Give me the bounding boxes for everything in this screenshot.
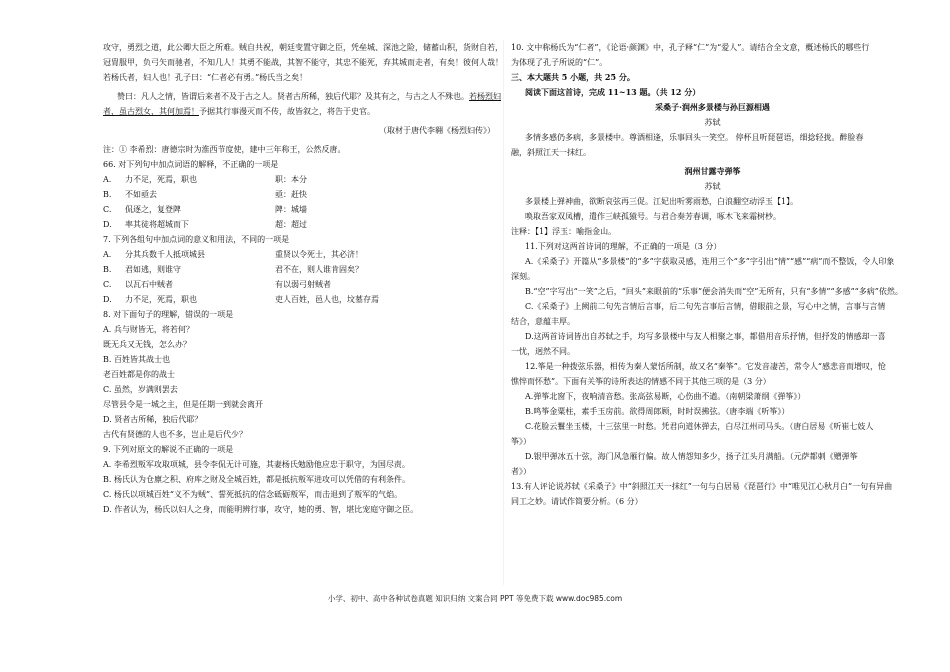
question-13-line: 同工之妙。请试作简要分析。（6 分）	[511, 497, 643, 506]
question-12-line: C.花脸云鬟坐玉楼，十三弦里一时愁。凭君向道休弹去，白尽江州司马头。（唐白居易《听崔七妓人	[525, 422, 874, 431]
question-10-line: 10. 文中称杨氏为“仁者”，《论语·颜渊》中，孔子释“仁”为“爱人”。请结合全文意，概述杨氏的哪些行	[511, 43, 870, 52]
question-66-option	[103, 217, 495, 232]
question-66-stem: 66. 对下列句中加点词语的解释，不正确的一项是	[103, 160, 279, 169]
page-footer: 小学、初中、高中各种试卷真题 知识归纳 文案合同 PPT 等免费下载 www.doc985.com	[327, 594, 623, 603]
option-key: A.	[103, 175, 112, 184]
question-12-line: A.弹筝北窗下，夜响清音愁。张高弦易断，心伤曲不遒。（南朝梁萧纲《弹筝》）	[525, 392, 806, 401]
option-key: C.	[103, 280, 112, 289]
question-11-line: D.这两首诗词皆出自苏轼之手，均写多景楼中与友人相聚之事，都借用音乐抒情，但抒发的情感却一喜	[525, 332, 886, 341]
question-8-line: A. 兵与财皆无，将若何？	[103, 325, 194, 334]
right-column	[511, 40, 914, 509]
zan-text: 赞曰：凡人之情，皆谓后来者不及于古之人。贤者古所稀，独后代耶？及其有之，与古之人不殊也。	[117, 92, 469, 101]
poem-2-title: 润州甘露寺弹筝	[684, 166, 741, 176]
question-11-line: 深刻。	[511, 272, 535, 281]
poem-1-line: 融，斜照江天一抹红。	[511, 148, 591, 157]
poem-2-line: 多景楼上弹神曲，欲断哀弦再三促。江妃出听雾雨愁，白浪翻空动浮玉【1】。	[525, 197, 799, 206]
left-column	[103, 40, 503, 517]
question-7-option	[103, 247, 495, 262]
source-citation: （取材于唐代李翱《杨烈妇传》）	[379, 126, 495, 135]
reading-instruction: 阅读下面这首诗，完成 11~13 题。（共 12 分）	[525, 87, 701, 97]
option-key: C.	[103, 205, 112, 214]
zan-text-2: 予据其行事漫灭而不传，故皆叙之，将告于史官。	[199, 107, 375, 116]
question-9-option: D. 作者认为，杨氏以妇人之身，而能明辨行事，攻守，她的勇、智，堪比宠庭守御之臣。	[103, 505, 419, 514]
zan-line-2	[103, 104, 495, 119]
question-12-stem: 12.筝是一种拨弦乐器，相传为秦人蒙恬所制，故又名“秦筝”。它发音凄苦，常令人“感悲音而增叹，怆	[525, 362, 886, 371]
question-8-line: 既无兵又无钱，怎么办？	[103, 340, 191, 349]
footnote: 注：① 李希烈：唐德宗时为淮西节度使，建中三年称王，公然反唐。	[103, 145, 346, 154]
column-divider	[503, 40, 504, 585]
question-12-line: D.银甲弹冰五十弦，海门风急雁行偏。故人情怨知多少，扬子江头月满船。（元萨都刺《赠弹筝	[525, 452, 858, 461]
option-gloss: 亟：赶快	[275, 190, 307, 199]
question-8-stem: 8. 对下面句子的理解，错误的一项是	[103, 310, 234, 319]
option-pair-text: 吏人百姓，邑人也，坟墓存焉	[275, 295, 379, 304]
poem-2-author: 苏轼	[704, 182, 721, 191]
poem-1-title: 采桑子·润州多景楼与孙巨源相遇	[655, 102, 770, 112]
option-pair-text: 重贤以令死士，其必济！	[275, 250, 363, 259]
question-12-line: 者》）	[511, 467, 531, 476]
zan-line-1	[103, 89, 501, 104]
question-9-option: C. 杨氏以项城百姓“义不为贼”、誓死抵抗的信念砥砺叛军，而击退到了叛军的气焰。	[103, 490, 403, 499]
option-pair-text: 君不在，则人谁肯固矣？	[275, 265, 363, 274]
question-8-line: C. 虽然，岁满则罢去	[103, 385, 178, 394]
question-12-line: B.鸣筝金粟柱，素手玉房前。欲得周郎顾，时时误拂弦。（唐李端《听筝》）	[525, 407, 790, 416]
option-text: 君如逃，则谁守	[125, 265, 181, 274]
question-8-line: 古代有贤德的人也不多，岂止是后代少？	[103, 430, 247, 439]
option-gloss: 陴：城墙	[275, 205, 307, 214]
question-13-line: 13.有人评论说苏轼《采桑子》中“斜照江天一抹红”一句与白居易《琵琶行》中“唯见江心秋月白”一句有异曲	[511, 482, 893, 491]
question-8-line: 尽管县令是一城之主，但是任期一到就会离开	[103, 400, 263, 409]
question-8-line: D. 贤者古所稀，独后代耶？	[103, 415, 203, 424]
question-11-line: 一忧，迥然不同。	[511, 347, 575, 356]
question-66-option	[103, 187, 495, 202]
section-heading: 三、本大题共 5 小题，共 25 分。	[511, 72, 635, 82]
question-11-line: A.《采桑子》开篇从“多景楼”的“多”字获取灵感，连用三个“多”字引出“情”“感”“病”而不整饭，令人印象	[525, 257, 895, 266]
question-7-stem: 7. 下列各组句中加点词的意义和用法，不同的一项是	[103, 235, 290, 244]
question-9-option: B. 杨氏认为仓廪之积、府库之财及全城百姓，都是抵抗叛军进攻可以凭借的有利条件。	[103, 475, 410, 484]
option-key: D.	[103, 295, 112, 304]
poem-footnote: 注释：【1】浮玉：喻指金山。	[511, 227, 617, 236]
option-key: B.	[103, 265, 112, 274]
poem-1-line: 多情多感仍多病，多景楼中。尊酒相逢，乐事回头一笑空。 停杯且听琵琶语，细捻轻拢。醉脸春	[525, 133, 864, 142]
question-10-line: 为体现了孔子所说的“仁”。	[511, 58, 608, 67]
poem-2-line: 唤取吾家双凤槽，遣作三峡孤猿号。与君合奏芳春调，啄木飞来霜树杪。	[525, 212, 781, 221]
zan-underlined-text-2: 者，虽古烈女，其何加焉！	[103, 107, 199, 116]
option-gloss: 职：本分	[275, 175, 307, 184]
option-pair-text: 有以弱弓射贼者	[275, 280, 331, 289]
option-text: 力不足，死焉，职也	[125, 175, 197, 184]
option-key: A.	[103, 250, 112, 259]
passage-line: 冠胄服甲，负弓矢而驰者，不知几人！其勇不能战，其智不能守，其忠不能死，弃其城而走者，有矣！彼何人哉！	[103, 58, 503, 67]
passage-line: 若杨氏者，妇人也！孔子曰：“仁者必有勇。”杨氏当之矣！	[103, 73, 308, 82]
question-11-stem: 11.下列对这两首诗词的理解，不正确的一项是（3 分）	[525, 242, 722, 251]
question-9-option: A. 李希烈叛军攻取项城，县令李侃无计可施，其妻杨氏勉励他应忠于职守，为国尽责。	[103, 460, 410, 469]
question-8-line: 老百姓都是你的战士	[103, 370, 175, 379]
option-text: 不如亟去	[125, 190, 157, 199]
option-text: 侃逐之，复登陴	[125, 205, 181, 214]
question-11-line: C.《采桑子》上阙前二句先言情后言事，后二句先言事后言情，借眼前之景，写心中之情，言事与言情	[525, 302, 886, 311]
question-7-option	[103, 292, 495, 307]
option-text: 力不足，死焉，职也	[125, 295, 197, 304]
question-66-option	[103, 202, 495, 217]
option-key: B.	[103, 190, 112, 199]
question-7-option	[103, 277, 495, 292]
poem-1-author: 苏轼	[704, 118, 721, 127]
option-gloss: 超：超过	[275, 220, 307, 229]
option-key: D.	[103, 220, 112, 229]
option-text: 率其徒将超城而下	[125, 220, 189, 229]
question-9-stem: 9. 下列对原文的解说不正确的一项是	[103, 445, 234, 454]
question-66-option	[103, 172, 495, 187]
option-text: 以瓦石中贼者	[125, 280, 173, 289]
question-7-option	[103, 262, 495, 277]
question-12-line: 筝》）	[511, 437, 531, 446]
passage-line: 攻守，勇烈之道，此公卿大臣之所难。贼自共祝，朝廷变置守御之臣，凭垒城、深池之险，储蓄山积，货财自若，	[103, 43, 503, 52]
question-12-stem: 憔悴而怀愁”。下面有关筝的诗所表达的情感不同于其他三项的是（3 分）	[511, 377, 771, 386]
question-11-line: 结合，意蕴丰厚。	[511, 317, 575, 326]
question-11-line: B.“空”字写出“一笑”之后，“回头”来眼前的“乐事”便会消失而“空”无所有，只有“多情”“多感”“多病”依然。	[525, 287, 903, 296]
question-8-line: B. 百姓皆其战士也	[103, 355, 170, 364]
option-text: 分其兵数千人抵项城县	[125, 250, 205, 259]
zan-underlined-text: 若杨烈妇	[469, 92, 501, 101]
